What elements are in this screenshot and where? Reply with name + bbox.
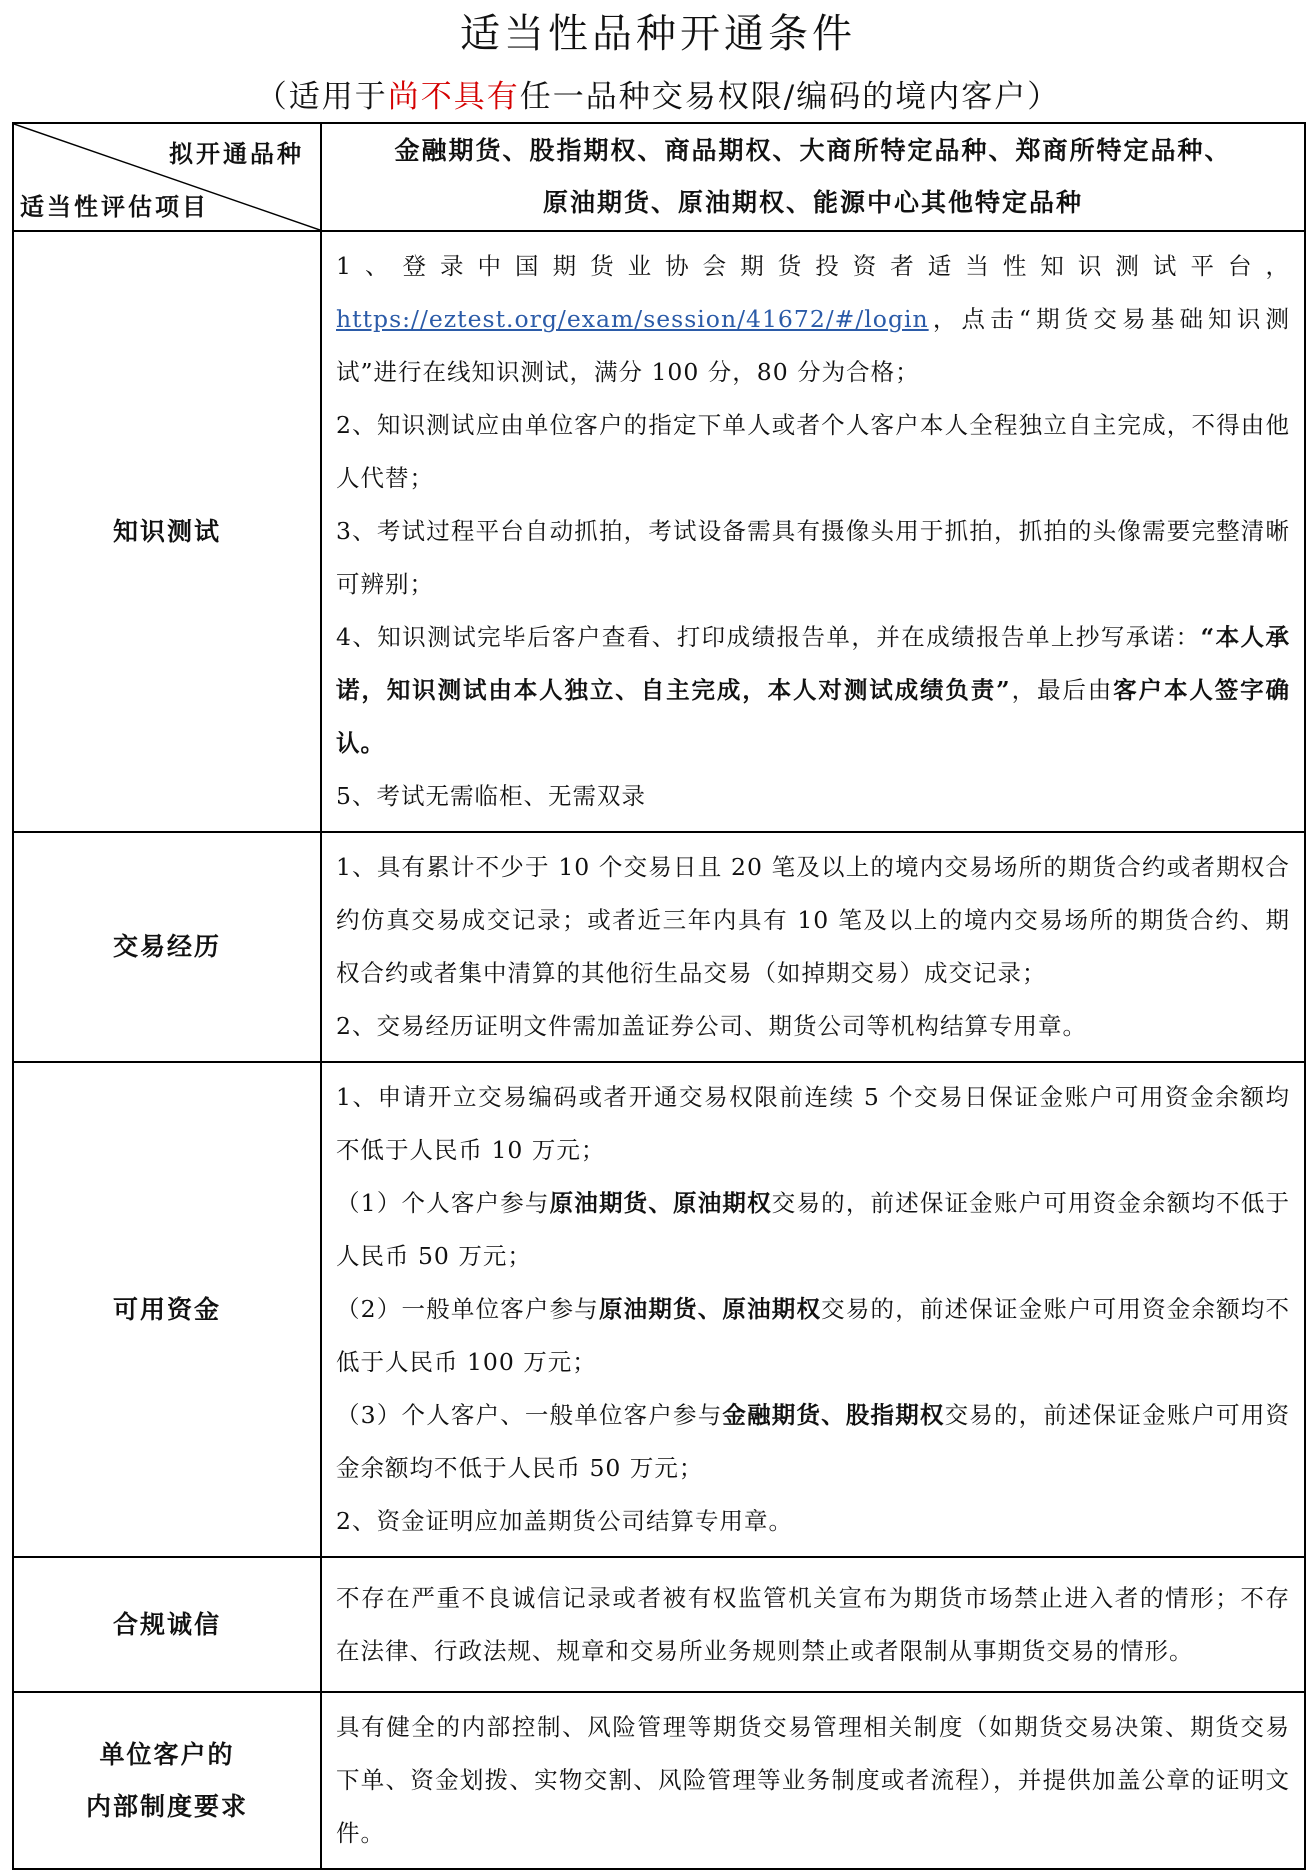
- page-subtitle: [0, 74, 1316, 120]
- funds-sub-3: [336, 1389, 1290, 1495]
- funds-sub-2-prefix: （2）一般单位客户参与: [336, 1295, 599, 1323]
- table-row-internal: [13, 1692, 1305, 1869]
- table-header-row: [13, 123, 1305, 231]
- eztest-link[interactable]: https://eztest.org/exam/session/41672/#/login: [336, 305, 929, 333]
- experience-item-2: 2、交易经历证明文件需加盖证券公司、期货公司等机构结算专用章。: [336, 1012, 1087, 1040]
- funds-sub-2-suffix: 交易的，前述保证金账户可用资金余额均不低于人民币 100 万元；: [336, 1295, 1291, 1376]
- table-row-funds: [13, 1062, 1305, 1557]
- funds-sub-1-suffix: 交易的，前述保证金账户可用资金余额均不低于人民币 50 万元；: [336, 1189, 1291, 1270]
- knowledge-content: [321, 231, 1305, 832]
- knowledge-item-1-text: 1、登录中国期货业协会期货投资者适当性知识测试平台，: [336, 252, 1290, 280]
- knowledge-item-2: 2、知识测试应由单位客户的指定下单人或者个人客户本人全程独立自主完成，不得由他人代替；: [336, 411, 1290, 492]
- header-items-label: 适当性评估项目: [20, 192, 209, 221]
- knowledge-item-1: [336, 240, 1290, 399]
- funds-content: [321, 1062, 1305, 1557]
- internal-text: 具有健全的内部控制、风险管理等期货交易管理相关制度（如期货交易决策、期货交易下单、资金划拨、实物交割、风险管理等业务制度或者流程），并提供加盖公章的证明文件。: [336, 1713, 1290, 1847]
- varieties-line-1: 金融期货、股指期权、商品期权、大商所特定品种、郑商所特定品种、: [394, 136, 1232, 165]
- experience-item-1: 1、具有累计不少于 10 个交易日且 20 笔及以上的境内交易场所的期货合约或者期权合约仿真交易成交记录；或者近三年内具有 10 笔及以上的境内交易场所的期货合约、期权合约或者集中清算的其他衍生品交易（如掉期交易）成交记录；: [336, 853, 1290, 987]
- knowledge-item-4-text: 4、知识测试完毕后客户查看、打印成绩报告单，并在成绩报告单上抄写承诺：: [336, 623, 1201, 651]
- funds-sub-3-prefix: （3）个人客户、一般单位客户参与: [336, 1401, 723, 1429]
- varieties-line-2: 原油期货、原油期权、能源中心其他特定品种: [542, 188, 1083, 217]
- row-label-funds: 可用资金: [13, 1062, 321, 1557]
- funds-sub-1: [336, 1177, 1290, 1283]
- knowledge-item-4-mid: ，最后由: [1010, 676, 1114, 704]
- funds-sub-3-suffix: 交易的，前述保证金账户可用资金余额均不低于人民币 50 万元；: [336, 1401, 1291, 1482]
- knowledge-item-5: 5、考试无需临柜、无需双录: [336, 782, 646, 810]
- funds-sub-1-prefix: （1）个人客户参与: [336, 1189, 550, 1217]
- experience-content: [321, 832, 1305, 1062]
- internal-content: [321, 1692, 1305, 1869]
- conditions-table: [12, 122, 1306, 1870]
- subtitle-prefix: （适用于: [255, 79, 388, 115]
- funds-item-1: 1、申请开立交易编码或者开通交易权限前连续 5 个交易日保证金账户可用资金余额均不低于人民币 10 万元；: [336, 1083, 1290, 1164]
- subtitle-suffix: 任一品种交易权限/编码的境内客户）: [519, 79, 1061, 115]
- header-varieties-cell: [321, 123, 1305, 231]
- promise-statement: “本人承诺，知识测试由本人独立、自主完成，本人对测试成绩负责”: [336, 623, 1290, 704]
- compliance-content: [321, 1557, 1305, 1692]
- knowledge-item-1-suffix: ，点击“期货交易基础知识测试”进行在线知识测试，满分 100 分，80 分为合格；: [336, 305, 1290, 386]
- row-label-experience: 交易经历: [13, 832, 321, 1062]
- subtitle-highlight: 尚不具有: [387, 79, 520, 115]
- table-row-experience: [13, 832, 1305, 1062]
- funds-sub-2-bold: 原油期货、原油期权: [599, 1295, 822, 1323]
- table-row-knowledge: [13, 231, 1305, 832]
- row-label-knowledge: 知识测试: [13, 231, 321, 832]
- table-row-compliance: [13, 1557, 1305, 1692]
- page-title: 适当性品种开通条件: [460, 11, 856, 57]
- header-diagonal-cell: [13, 123, 321, 231]
- row-label-internal: [13, 1692, 321, 1869]
- knowledge-item-3: 3、考试过程平台自动抓拍，考试设备需具有摄像头用于抓拍，抓拍的头像需要完整清晰可辨别；: [336, 517, 1290, 598]
- knowledge-item-4: [336, 611, 1290, 770]
- funds-item-2: 2、资金证明应加盖期货公司结算专用章。: [336, 1507, 793, 1535]
- header-varieties-label: 拟开通品种: [169, 139, 304, 168]
- internal-label-line-1: 单位客户的: [99, 1739, 235, 1769]
- funds-sub-1-bold: 原油期货、原油期权: [549, 1189, 772, 1217]
- row-label-compliance: 合规诚信: [13, 1557, 321, 1692]
- funds-sub-3-bold: 金融期货、股指期权: [722, 1401, 945, 1429]
- signature-note: 客户本人签字确认。: [336, 676, 1291, 757]
- compliance-text: 不存在严重不良诚信记录或者被有权监管机关宣布为期货市场禁止进入者的情形；不存在法律、行政法规、规章和交易所业务规则禁止或者限制从事期货交易的情形。: [336, 1583, 1290, 1665]
- funds-sub-2: [336, 1283, 1290, 1389]
- internal-label-line-2: 内部制度要求: [85, 1791, 248, 1821]
